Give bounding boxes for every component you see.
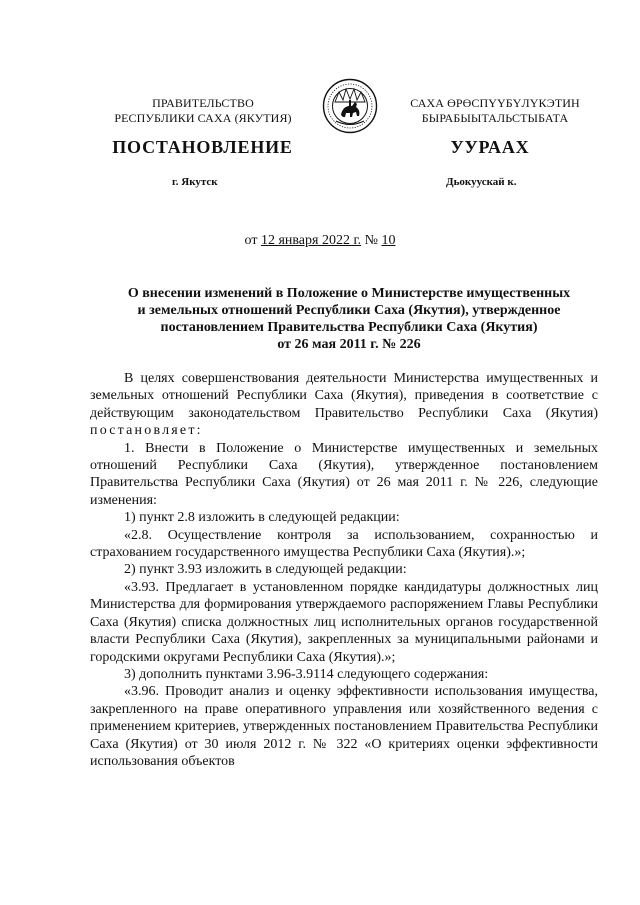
subject-line3: постановлением Правительства Республики Саха (Якутия) xyxy=(160,320,538,335)
paragraph-clause-3-93: «3.93. Предлагает в установленном порядке кандидатуры должностных лиц Министерства для формирования утверждаемого распоряжением Главы Республики Саха (Якутия) списка должностных лиц исполнительных органов государственной власти Республики Саха (Якутия), закрепленных за муниципальными районами и городскими округами Республики Саха (Якутия).»; xyxy=(90,579,598,665)
header-government-sah xyxy=(390,96,600,126)
subject-line2: и земельных отношений Республики Саха (Якутия), утвержденное xyxy=(137,303,561,318)
paragraph-clause-2-8: «2.8. Осуществление контроля за использованием, сохранностью и страхованием государственного имущества Республики Саха (Якутия).»; xyxy=(90,527,598,561)
document-subject xyxy=(90,285,608,353)
document-number: 10 xyxy=(381,233,396,248)
document-date: 12 января 2022 г. xyxy=(260,233,362,248)
paragraph-subitem-1: 1) пункт 2.8 изложить в следующей редакции: xyxy=(124,510,400,526)
header-right-line1: САХА ӨРӨСПҮҮБҮЛҮКЭТИН xyxy=(410,96,580,110)
header-left-line2: РЕСПУБЛИКИ САХА (ЯКУТИЯ) xyxy=(114,111,292,125)
header-government-ru xyxy=(86,96,320,126)
doc-title-ru: ПОСТАНОВЛЕНИЕ xyxy=(112,137,293,157)
subject-line4: от 26 мая 2011 г. № 226 xyxy=(277,337,421,352)
resolves-word: постановляет: xyxy=(90,423,203,439)
preamble-text: В целях совершенствования деятельности Министерства имущественных и земельных отношений Республики Саха (Якутия), приведения в соответствие с действующим законодательством Правительство Республики Саха (Якутия) xyxy=(90,371,598,421)
date-number-line xyxy=(0,233,640,249)
city-ru: г. Якутск xyxy=(172,176,218,188)
number-sign: № xyxy=(361,233,382,248)
paragraph-subitem-3: 3) дополнить пунктами 3.96-3.9114 следующего содержания: xyxy=(124,666,489,682)
header-left-line1: ПРАВИТЕЛЬСТВО xyxy=(152,96,254,110)
subject-line1: О внесении изменений в Положение о Министерстве имущественных xyxy=(127,286,571,301)
doc-title-sah: УУРААХ xyxy=(450,137,530,157)
header-right-line2: БЫРАБЫЫТАЛЬСТЫБАТА xyxy=(421,111,569,125)
paragraph-preamble xyxy=(90,370,598,440)
city-sah: Дьокуускай к. xyxy=(446,176,517,188)
date-prefix: от xyxy=(244,233,261,248)
document-body xyxy=(90,370,598,770)
coat-of-arms-emblem xyxy=(322,78,378,134)
paragraph-item-1: 1. Внести в Положение о Министерстве имущественных и земельных отношений Республики Саха (Якутия), утвержденное постановлением Правительства Республики Саха (Якутия) от 26 мая 2011 г. № 226, следующие изменения: xyxy=(90,440,598,508)
paragraph-subitem-2: 2) пункт 3.93 изложить в следующей редакции: xyxy=(124,562,407,578)
paragraph-clause-3-96: «3.96. Проводит анализ и оценку эффективности использования имущества, закрепленного на праве оперативного управления или хозяйственного ведения с применением критериев, утвержденных постановлением Правительства Республики Саха (Якутия) от 30 июля 2012 г. № 322 «О критериях оценки эффективности использования объектов xyxy=(90,684,598,769)
